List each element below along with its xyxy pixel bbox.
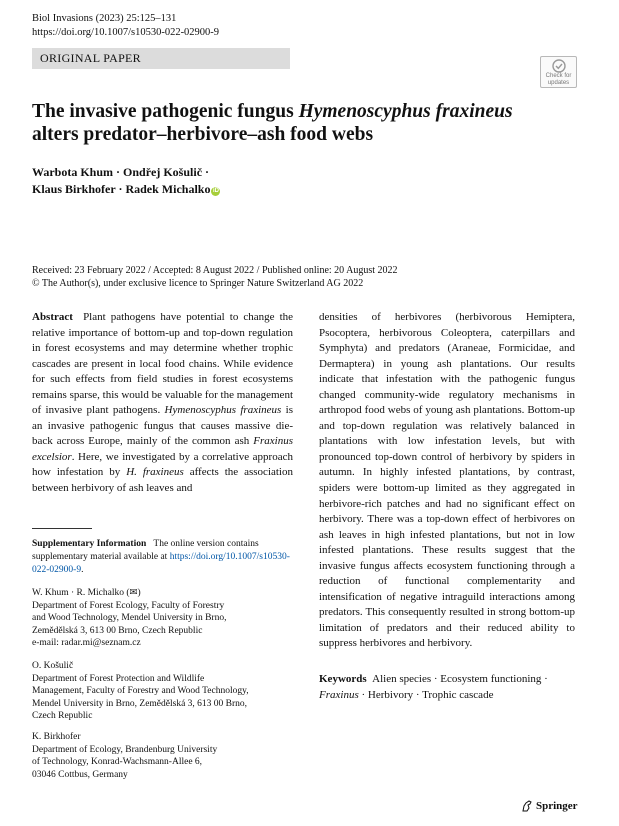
affiliation-names: K. Birkhofer: [32, 732, 81, 742]
abstract-text-2: is an invasive pathogenic fungus that causes massive die-back across Europe, mainly of the common ash: [32, 404, 293, 448]
affiliation-names: W. Khum · R. Michalko (✉): [32, 588, 141, 598]
affiliation-line: Department of Forest Protection and Wildlife: [32, 673, 205, 684]
supplementary-link[interactable]: https://doi.org/10.1007/s10530-022-02900-9: [32, 552, 290, 575]
abstract-right-column: [319, 310, 575, 652]
footnote-divider: [32, 528, 92, 529]
check-updates-icon: [551, 59, 567, 73]
check-for-updates-button[interactable]: [540, 56, 577, 88]
abstract-hf: H. fraxineus: [126, 466, 184, 479]
authors-line2: Klaus Birkhofer · Radek Michalko: [32, 182, 211, 196]
affiliation-line: Mendel University in Brno, Zemědělská 3, 613 00 Brno,: [32, 698, 248, 709]
authors-line2-wrap: [32, 181, 432, 198]
supplementary-text: The online version contains supplementary material available at: [32, 539, 259, 562]
affiliation-line: of Technology, Konrad-Wachsmann-Allee 6,: [32, 757, 203, 768]
abstract-ash: Fraxinus excelsior: [32, 435, 293, 463]
supplementary-info: [32, 538, 294, 577]
title-species: Hymenoscyphus fraxineus: [298, 101, 513, 122]
title-line2: alters predator–herbivore–ash food webs: [32, 124, 374, 145]
keywords-heading: Keywords: [319, 673, 367, 685]
affiliation-names: O. Košulič: [32, 661, 74, 671]
supplementary-end: .: [81, 565, 84, 575]
article-title: [32, 100, 592, 146]
abstract-text-4: affects the association between herbivory of ash leaves and: [32, 466, 293, 495]
keywords-part1: Alien species · Ecosystem functioning ·: [372, 673, 548, 685]
title-line1: The invasive pathogenic fungus: [32, 101, 299, 122]
orcid-icon[interactable]: iD: [212, 188, 219, 194]
keywords: [319, 671, 575, 703]
publication-dates: [32, 264, 532, 290]
dates-line: Received: 23 February 2022 / Accepted: 8 August 2022 / Published online: 20 August 2022: [32, 265, 398, 276]
abstract-text-1: Plant pathogens have potential to change the relative importance of bottom-up and top-down regulation in forest ecosystems and may determine whether trophic cascades are present in local food chains. While evidence for such effects from field studies in forest ecosystems remains sparse, this would be valuable for the management of invasive plant pathogens.: [32, 311, 294, 417]
abstract-heading: Abstract: [32, 311, 73, 323]
publisher-name: Springer: [536, 800, 578, 812]
keywords-part2: · Herbivory · Trophic cascade: [358, 689, 494, 701]
publisher-logo: [521, 800, 578, 812]
affiliation-line: Management, Faculty of Forestry and Wood Technology,: [32, 686, 249, 697]
affiliation-2: [32, 660, 294, 723]
journal-header: [32, 12, 219, 39]
author-list: [32, 164, 432, 198]
article-type-badge: [32, 48, 290, 69]
affiliation-line: 03046 Cottbus, Germany: [32, 769, 128, 780]
article-type-label: ORIGINAL PAPER: [40, 51, 141, 65]
check-updates-label-2: updates: [547, 79, 570, 86]
keyword-fraxinus: Fraxinus: [319, 689, 359, 701]
abstract-left-column: [32, 310, 293, 497]
abstract-text-right: densities of herbivores (herbivorous Hemiptera, Psocoptera, herbivorous Coleoptera, caterpillars and Symphyta) and predators (Araneae, Formicidae, and Dermaptera) in young ash plantations. Our results indicate that infestation with the pathogenic fungus changed community-wide regulatory mechanisms in arthropod food webs of young ash plantations. Bottom-up and top-down regulation was relatively balanced in plantations with low infestation levels, but with pronounced top-down control of herbivory by spiders in autumn. In highly infested plantations, by contrast, spiders were bottom-up limited as they aggregated in herbivore-rich patches and had no significant effect on herbivory. There was a top-down effect of herbivores on ash leaves in high infested plantations, but not in low infested plantations. These results suggest that the invasive fungus affects ecosystem functioning through a reduction of functional complementarity and intensification of negative intraguild interactions among predators. This consequently resulted in strong bottom-up limitation of predators and their reduced ability to suppress herbivores and herbivory.: [319, 311, 575, 650]
affiliation-line: Czech Republic: [32, 711, 93, 722]
journal-citation: Biol Invasions (2023) 25:125–131: [32, 13, 177, 24]
copyright-line: © The Author(s), under exclusive licence to Springer Nature Switzerland AG 2022: [32, 278, 364, 289]
email-line[interactable]: e-mail: radar.mi@seznam.cz: [32, 638, 141, 649]
abstract-text-3: . Here, we investigated by a correlative approach how infestation by: [32, 450, 293, 479]
affiliation-line: and Wood Technology, Mendel University in Brno,: [32, 613, 227, 624]
doi-text[interactable]: https://doi.org/10.1007/s10530-022-02900-9: [32, 26, 220, 38]
affiliation-1: [32, 587, 294, 650]
affiliation-line: Department of Forest Ecology, Faculty of Forestry: [32, 600, 225, 611]
supplementary-heading: Supplementary Information: [32, 539, 147, 549]
affiliation-line: Zemědělská 3, 613 00 Brno, Czech Republic: [32, 625, 203, 636]
affiliation-line: Department of Ecology, Brandenburg University: [32, 744, 218, 755]
abstract-species: Hymenoscyphus fraxineus: [164, 404, 282, 417]
springer-horse-icon: [521, 800, 533, 812]
authors-line1: Warbota Khum · Ondřej Košulič ·: [32, 165, 210, 179]
affiliation-3: [32, 731, 294, 781]
check-updates-label-1: Check for: [545, 73, 572, 79]
